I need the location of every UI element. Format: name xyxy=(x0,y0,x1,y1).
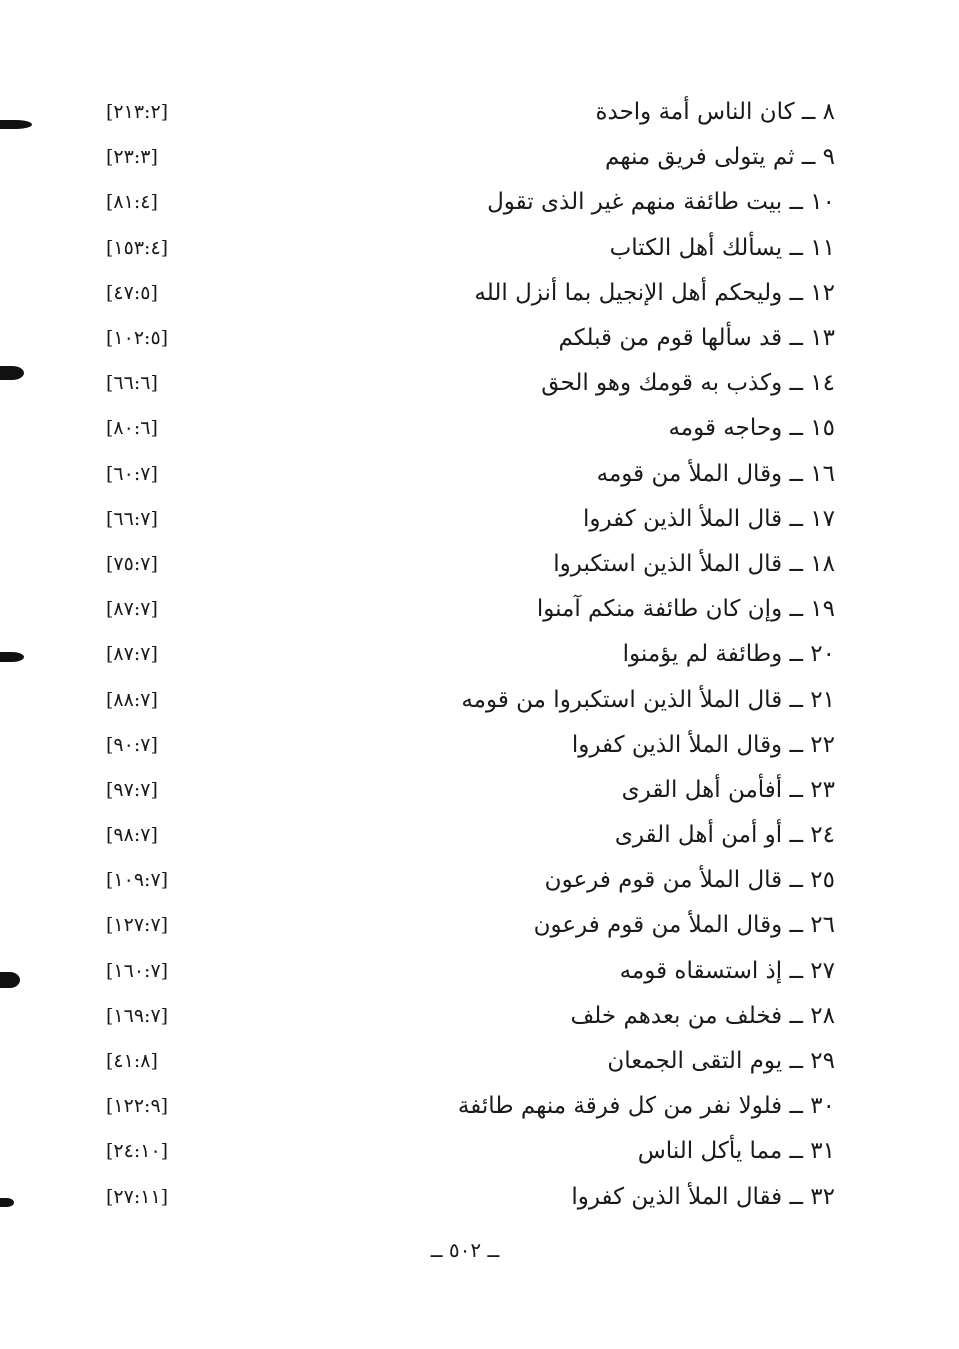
verse-entry xyxy=(100,632,835,677)
verse-reference: [٤٧:٥] xyxy=(106,281,158,304)
verse-reference: [٢١٣:٢] xyxy=(106,101,169,124)
verse-text: ٣٢ ــ فقال الملأ الذين كفروا xyxy=(571,1183,835,1210)
verse-text: ٢٧ ــ إذ استسقاه قومه xyxy=(619,957,835,984)
verse-reference: [١٢٢:٩] xyxy=(106,1095,169,1118)
verse-reference: [٩٠:٧] xyxy=(106,733,158,756)
verse-reference: [٨١:٤] xyxy=(106,191,158,214)
verse-text: ٢٢ ــ وقال الملأ الذين كفروا xyxy=(571,731,835,758)
verse-entry xyxy=(100,542,835,587)
verse-text: ١٥ ــ وحاجه قومه xyxy=(668,415,835,442)
verse-text: ٢١ ــ قال الملأ الذين استكبروا من قومه xyxy=(461,686,835,713)
verse-text: ١٧ ــ قال الملأ الذين كفروا xyxy=(582,505,835,532)
verse-entry xyxy=(100,587,835,632)
verse-text: ١٦ ــ وقال الملأ من قومه xyxy=(596,460,835,487)
verse-reference: [٦٦:٦] xyxy=(106,372,158,395)
verse-entry xyxy=(100,903,835,948)
verse-reference: [١٥٣:٤] xyxy=(106,236,169,259)
verse-reference: [٢٧:١١] xyxy=(106,1185,169,1208)
verse-entry xyxy=(100,813,835,858)
verse-reference: [٩٨:٧] xyxy=(106,824,158,847)
verse-entry xyxy=(100,406,835,451)
verse-text: ٢٣ ــ أفأمن أهل القرى xyxy=(621,776,835,803)
verse-entry xyxy=(100,723,835,768)
verse-reference: [١٦٠:٧] xyxy=(106,959,169,982)
verse-entry xyxy=(100,271,835,316)
verse-entry xyxy=(100,452,835,497)
verse-reference: [٦٦:٧] xyxy=(106,507,158,530)
verse-entry xyxy=(100,677,835,722)
verse-text: ٨ ــ كان الناس أمة واحدة xyxy=(595,99,835,126)
verse-list xyxy=(100,90,835,1220)
verse-text: ١٩ ــ وإن كان طائفة منكم آمنوا xyxy=(536,596,835,623)
verse-entry xyxy=(100,1039,835,1084)
verse-text: ٢٩ ــ يوم التقى الجمعان xyxy=(607,1048,835,1075)
verse-text: ٢٦ ــ وقال الملأ من قوم فرعون xyxy=(533,912,835,939)
verse-reference: [٧٥:٧] xyxy=(106,552,158,575)
verse-reference: [٨٧:٧] xyxy=(106,643,158,666)
margin-mark xyxy=(0,972,20,988)
verse-text: ١١ ــ يسألك أهل الكتاب xyxy=(609,234,835,261)
verse-reference: [١٠٢:٥] xyxy=(106,327,169,350)
verse-entry xyxy=(100,226,835,271)
verse-text: ٢٠ ــ وطائفة لم يؤمنوا xyxy=(622,641,835,668)
verse-text: ٩ ــ ثم يتولى فريق منهم xyxy=(605,144,835,171)
verse-entry xyxy=(100,361,835,406)
margin-mark xyxy=(0,1198,14,1207)
margin-mark xyxy=(0,652,24,662)
margin-mark xyxy=(0,120,32,129)
verse-text: ١٨ ــ قال الملأ الذين استكبروا xyxy=(553,550,835,577)
verse-text: ١٠ ــ بيت طائفة منهم غير الذى تقول xyxy=(487,189,835,216)
verse-text: ٣٠ ــ فلولا نفر من كل فرقة منهم طائفة xyxy=(457,1093,835,1120)
verse-reference: [٨٨:٧] xyxy=(106,688,158,711)
verse-entry xyxy=(100,1175,835,1220)
verse-text: ٣١ ــ مما يأكل الناس xyxy=(637,1138,835,1165)
verse-entry xyxy=(100,90,835,135)
margin-mark xyxy=(0,366,24,380)
verse-reference: [٨٧:٧] xyxy=(106,598,158,621)
verse-text: ١٢ ــ وليحكم أهل الإنجيل بما أنزل الله xyxy=(474,279,835,306)
verse-entry xyxy=(100,994,835,1039)
verse-text: ٢٤ ــ أو أمن أهل القرى xyxy=(614,822,835,849)
verse-text: ١٤ ــ وكذب به قومك وهو الحق xyxy=(541,370,835,397)
verse-text: ٢٥ ــ قال الملأ من قوم فرعون xyxy=(544,867,835,894)
verse-entry xyxy=(100,858,835,903)
verse-entry xyxy=(100,135,835,180)
verse-entry xyxy=(100,180,835,225)
verse-reference: [١٢٧:٧] xyxy=(106,914,169,937)
verse-reference: [١٦٩:٧] xyxy=(106,1004,169,1027)
verse-reference: [٢٤:١٠] xyxy=(106,1140,169,1163)
verse-reference: [٨٠:٦] xyxy=(106,417,158,440)
verse-text: ٢٨ ــ فخلف من بعدهم خلف xyxy=(570,1002,835,1029)
verse-text: ١٣ ــ قد سألها قوم من قبلكم xyxy=(558,325,835,352)
verse-reference: [٢٣:٣] xyxy=(106,146,158,169)
verse-entry xyxy=(100,768,835,813)
verse-entry xyxy=(100,1084,835,1129)
verse-entry xyxy=(100,497,835,542)
page-number: ــ ٥٠٢ ــ xyxy=(430,1238,500,1262)
verse-reference: [٦٠:٧] xyxy=(106,462,158,485)
verse-entry xyxy=(100,1129,835,1174)
verse-reference: [٤١:٨] xyxy=(106,1050,158,1073)
verse-reference: [١٠٩:٧] xyxy=(106,869,169,892)
verse-reference: [٩٧:٧] xyxy=(106,778,158,801)
verse-entry xyxy=(100,949,835,994)
verse-entry xyxy=(100,316,835,361)
